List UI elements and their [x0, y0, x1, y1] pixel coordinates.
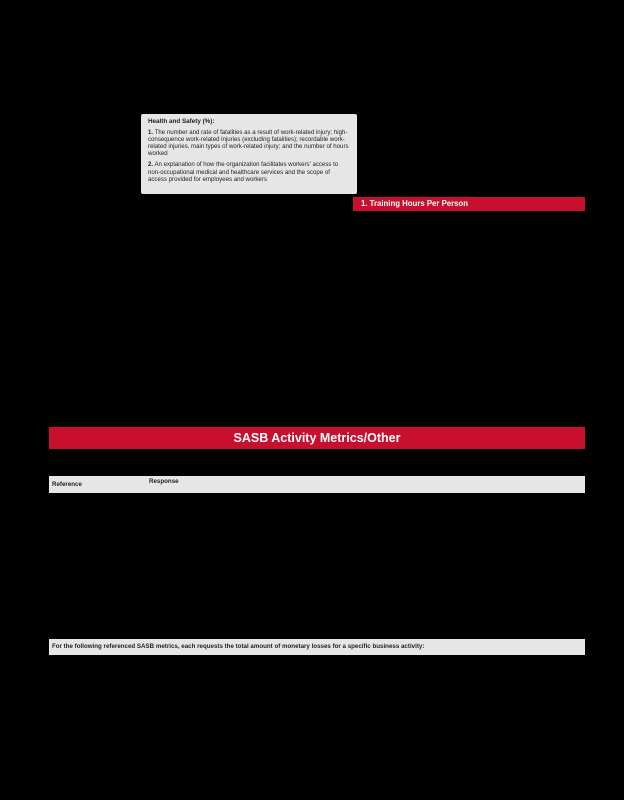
training-hours-header: 1. Training Hours Per Person [353, 197, 585, 211]
item-number: 2. [148, 161, 154, 169]
health-safety-item-1 [148, 129, 350, 157]
table-header-row [49, 476, 585, 493]
item-text: An explanation of how the organization facilitates workers' access to non-occupational medical and healthcare services and the scope of access provided for employees and workers [148, 161, 339, 183]
health-safety-title: Health and Safety (%): [148, 118, 215, 125]
health-safety-panel [141, 114, 357, 194]
item-text: The number and rate of fatalities as a result of work-related injury; high-consequence work-related injuries (excluding fatalities); recordable work-related injuries, main types of work-related injury; and the number of hours worked [148, 129, 349, 158]
health-safety-item-2 [148, 161, 350, 182]
monetary-losses-note: For the following referenced SASB metrics, each requests the total amount of monetary losses for a specific business activity: [49, 639, 585, 655]
column-header-reference: Reference [52, 481, 82, 488]
sasb-section-header: SASB Activity Metrics/Other [49, 427, 585, 449]
item-number: 1. [148, 129, 154, 137]
column-header-response: Response [149, 478, 179, 485]
